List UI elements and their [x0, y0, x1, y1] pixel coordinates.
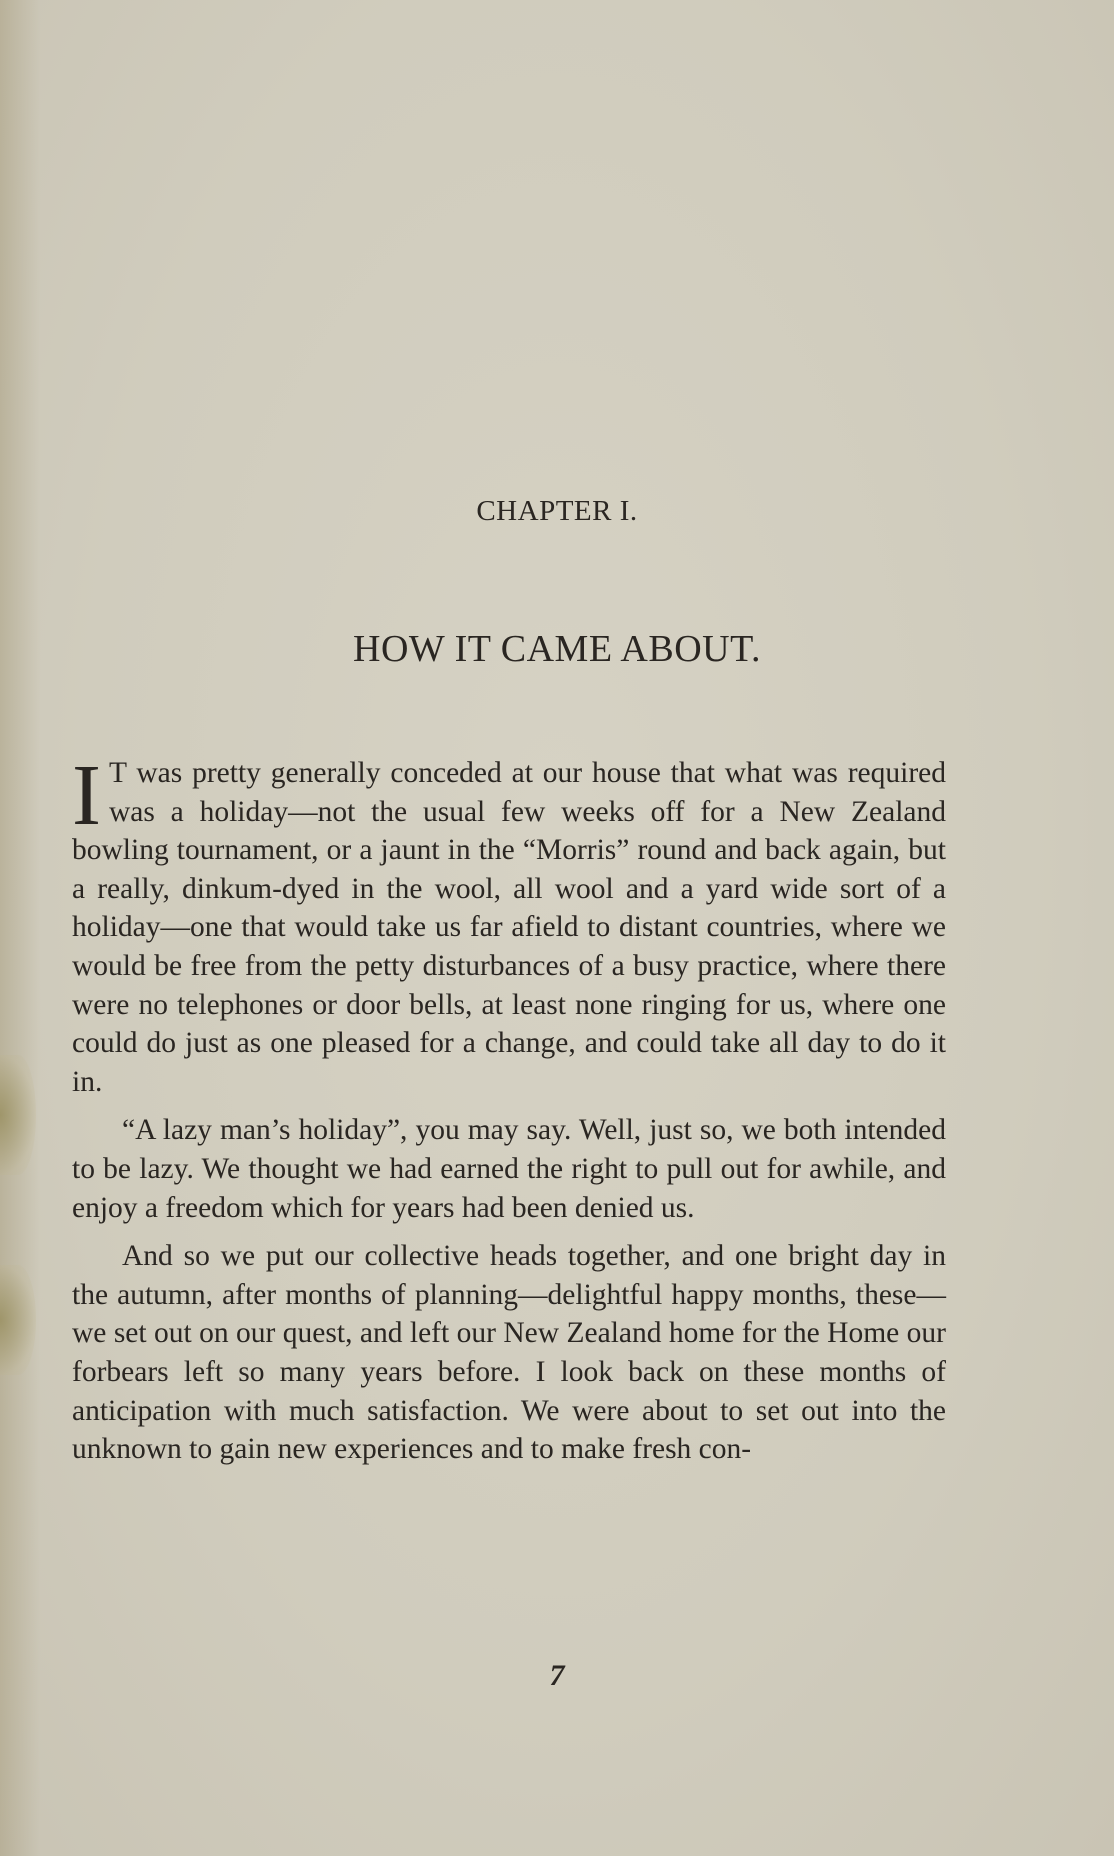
paragraph: “A lazy man’s holiday”, you may say. Well, just so, we both intended to be lazy. We thought we had earned the right to pull out for awhile, and enjoy a freedom which for years had been denied us. — [72, 1114, 946, 1224]
page-edge-shadow — [0, 0, 40, 1856]
paper-stain — [0, 1055, 36, 1175]
paragraph-text: T was pretty generally conceded at our house that what was required was a holiday—not the usual few weeks off for a New Zealand bowling tournament, or a jaunt in the “Morris” round and back again, but a really, dinkum-dyed in the wool, all wool and a yard wide sort of a holiday—one that would take us far afield to distant countries, where we would be free from the petty disturbances of a busy practice, where there were no telephones or door bells, at least none ringing for us, where one could do just as one pleased for a change, and could take all day to do it in. — [72, 757, 946, 1098]
paragraph: And so we put our collective heads together, and one bright day in the autumn, after months of planning—delightful happy months, these—we set out on our quest, and left our New Zealand home for the Home our forbears left so many years before. I look back on these months of anticipation with much satisfaction. We were about to set out into the unknown to gain new experiences and to make fresh con- — [72, 1240, 946, 1466]
chapter-title: HOW IT CAME ABOUT. — [353, 628, 761, 670]
drop-cap: I — [72, 746, 101, 843]
paragraph — [72, 746, 946, 1101]
paper-stain — [0, 1265, 36, 1375]
chapter-label: CHAPTER I. — [476, 495, 638, 527]
chapter-body — [72, 746, 946, 1479]
page-number: 7 — [549, 1659, 565, 1692]
